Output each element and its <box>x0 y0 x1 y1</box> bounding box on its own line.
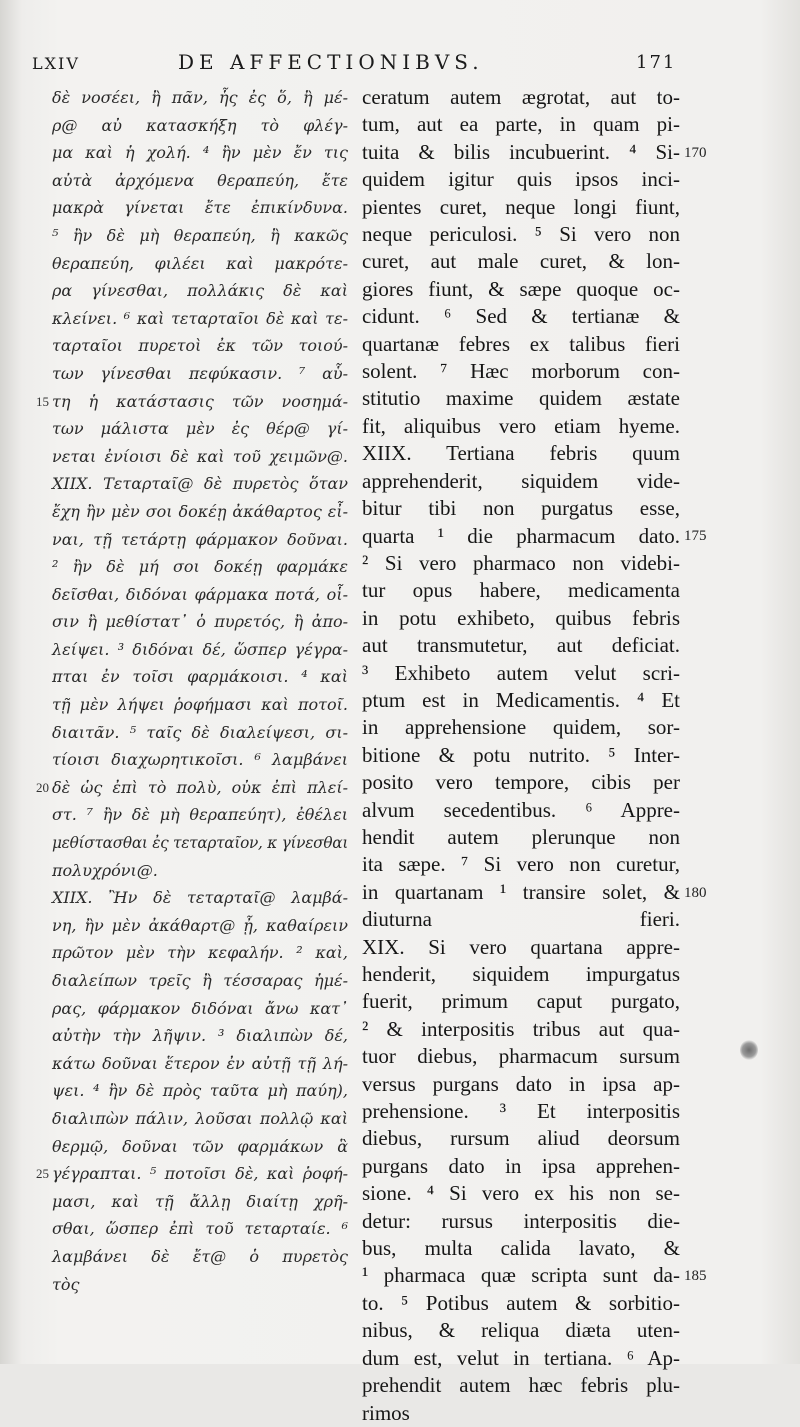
text-line: quartanæ febres ex talibus fieri <box>362 331 680 356</box>
text-line: πολυχρόνι@. <box>52 860 158 880</box>
text-line: purgans dato in ipsa apprehen- <box>362 1153 680 1178</box>
text-line: τῇ μὲν λήψει ῥοφήμασι καὶ ποτοῖ. <box>52 695 348 715</box>
text-line: cidunt. ⁶ Sed & tertianæ & <box>362 304 680 329</box>
text-line: ita sæpe. ⁷ Si vero non curetur, <box>362 852 680 877</box>
text-line: rimos <box>362 1400 410 1425</box>
text-line: των γίνεσθαι πεφύκασιν. ⁷ αὗ- <box>52 363 348 383</box>
text-line: ψει. ⁴ ἢν δὲ πρὸς ταῦτα μὴ παύη), <box>52 1081 348 1101</box>
text-line: XIIX. Τεταρταῖ@ δὲ πυρετὸς ὅταν <box>52 474 348 494</box>
text-line: prehendit autem hæc febris plu- <box>362 1373 680 1398</box>
text-line: πρῶτον μὲν τὴν κεφαλήν. ² καὶ, <box>52 943 348 963</box>
text-line: fit, aliquibus vero etiam hyeme. <box>362 413 680 438</box>
text-line: δεῖσθαι, διδόναι φάρμακα ποτά, οἷ- <box>52 584 348 604</box>
gutter-line-number: 25 <box>36 1166 49 1182</box>
text-line: στ. ⁷ ἢν δὲ μὴ θεραπεύητ), ἐθέλει <box>52 805 348 825</box>
text-line: ptum est in Medicamentis. ⁴ Et <box>362 687 680 712</box>
page-number: 171 <box>636 52 677 73</box>
text-line: διαιτᾶν. ⁵ ταῖς δὲ διαλείψεσι, σι- <box>52 722 348 742</box>
text-line: bitur tibi non purgatus esse, <box>362 496 680 521</box>
running-title: DE AFFECTIONIBVS. <box>178 50 484 74</box>
text-line: γέγραπται. ⁵ ποτοῖσι δὲ, καὶ ῥοφή- <box>52 1164 348 1184</box>
text-line: aut transmutetur, aut deficiat. <box>362 633 680 658</box>
text-line: solent. ⁷ Hæc morborum con- <box>362 359 680 384</box>
text-line: in quartanam ¹ transire solet, & <box>362 879 680 904</box>
text-line: neque periculosi. ⁵ Si vero non <box>362 222 680 247</box>
text-line: αὐτὴν τὴν λῆψιν. ³ διαλιπὼν δέ, <box>52 1026 348 1046</box>
text-line: των μάλιστα μὲν ἐς θέρ@ γί- <box>52 419 348 439</box>
text-line: ⁵ ἢν δὲ μὴ θεραπεύη, ἢ κακῶς <box>52 225 348 245</box>
text-line: dum est, velut in tertiana. ⁶ Ap- <box>362 1345 680 1370</box>
text-line: κλείνει. ⁶ καὶ τεταρταῖοι δὲ καὶ τε- <box>52 308 348 328</box>
text-line: henderit, siquidem impurgatus <box>362 962 680 986</box>
gutter-line-number: 15 <box>36 393 49 409</box>
text-line: bitione & potu nutrito. ⁵ Inter- <box>362 742 680 767</box>
margin-line-number: 170 <box>684 144 707 161</box>
text-line: τὸς <box>52 1274 80 1294</box>
text-line: σιν ἢ μεθίστατ᾽ ὁ πυρετός, ἢ ἀπο- <box>52 612 348 632</box>
text-line: XIIX. Tertiana febris quum <box>362 441 680 466</box>
text-line: λαμβάνει δὲ ἔτ@ ὁ πυρετὸς <box>52 1246 348 1266</box>
text-line: tum, aut ea parte, in quam pi- <box>362 112 680 137</box>
text-line: ρ@ αὐ κατασκήξη τὸ φλέγ- <box>52 115 348 135</box>
text-line: pientes curet, neque longi fiunt, <box>362 194 680 219</box>
text-line: λείψει. ³ διδόναι δέ, ὥσπερ γέγρα- <box>52 639 348 659</box>
text-line: ἔχη ἢν μὲν σοι δοκέῃ ἀκάθαρτος εἶ- <box>52 501 348 521</box>
text-line: curet, aut male curet, & lon- <box>362 249 680 274</box>
text-line: σθαι, ὥσπερ ἐπὶ τοῦ τεταρταίε. ⁶ <box>52 1219 348 1239</box>
text-line: μεθίστασθαι ἐς τεταρταῖον, κ γίνεσθαι <box>52 833 349 853</box>
margin-line-number: 175 <box>684 528 707 545</box>
text-line: in potu exhibeto, quibus febris <box>362 605 680 630</box>
text-line: ² Si vero pharmaco non videbi- <box>362 550 680 575</box>
running-header <box>0 50 800 80</box>
text-line: δὲ νοσέει, ἢ πᾶν, ἧς ἐς ὅ, ἢ μέ- <box>52 88 348 107</box>
greek-text-column <box>52 84 348 1298</box>
text-line: τη ἡ κατάστασις τῶν νοσημά- <box>52 391 348 411</box>
text-line: ναι, τῇ τετάρτῃ φάρμακον δοῦναι. <box>52 529 348 549</box>
text-line: bus, multa calida lavato, & <box>362 1236 680 1261</box>
text-line: quarta ¹ die pharmacum dato. <box>362 523 680 548</box>
gutter-line-number: 20 <box>36 780 49 795</box>
text-line: θεραπεύη, φιλέει καὶ μακρότε- <box>52 253 348 273</box>
text-line: διαλείπων τρεῖς ἢ τέσσαρας ἡμέ- <box>52 971 348 990</box>
text-line: διαλιπὼν πάλιν, λοῦσαι πολλῷ καὶ <box>52 1108 348 1128</box>
text-line: tur opus habere, medicamenta <box>362 578 680 603</box>
text-line: πται ἐν τοῖσι φαρμάκοισι. ⁴ καὶ <box>52 667 348 687</box>
text-line: nibus, & reliqua diæta uten- <box>362 1318 680 1343</box>
text-line: quidem igitur quis ipsos inci- <box>362 167 680 192</box>
text-line: ρας, φάρμακον διδόναι ἄνω κατ᾽ <box>52 998 348 1018</box>
text-line: to. ⁵ Potibus autem & sorbitio- <box>362 1290 680 1315</box>
text-line: νεται ἐνίοισι δὲ καὶ τοῦ χειμῶν@. <box>52 446 348 466</box>
text-line: in apprehensione quidem, sor- <box>362 715 680 740</box>
text-line: ¹ pharmaca quæ scripta sunt da- <box>362 1263 680 1288</box>
text-line: ceratum autem ægrotat, aut to- <box>362 85 680 109</box>
text-line: ² ἢν δὲ μή σοι δοκέῃ φαρμάκε <box>52 557 348 577</box>
text-line: ρα γίνεσθαι, πολλάκις δὲ καὶ <box>52 281 348 301</box>
text-line: XIX. Si vero quartana appre- <box>362 934 680 959</box>
text-line: detur: rursus interpositis die- <box>362 1208 680 1233</box>
text-line: μα καὶ ἡ χολή. ⁴ ἢν μὲν ἔν τις <box>52 143 348 163</box>
text-line: αὐτὰ ἀρχόμενα θεραπεύη, ἔτε <box>52 170 348 190</box>
margin-line-number: 180 <box>684 884 707 901</box>
text-line: hendit autem plerunque non <box>362 824 680 849</box>
margin-line-number: 185 <box>684 1268 707 1285</box>
text-line: ² & interpositis tribus aut qua- <box>362 1016 680 1041</box>
signature-mark: LXIV <box>32 54 80 73</box>
text-line: δὲ ὡς ἐπὶ τὸ πολὺ, οὐκ ἐπὶ πλεί- <box>52 777 348 797</box>
text-line: giores fiunt, & sæpe quoque oc- <box>362 276 680 301</box>
text-line: ταρταῖοι πυρετοὶ ἐκ τῶν τοιού- <box>52 336 348 356</box>
text-line: sione. ⁴ Si vero ex his non se- <box>362 1181 680 1206</box>
latin-text-column <box>362 84 680 1427</box>
text-line: apprehenderit, siquidem vide- <box>362 468 680 493</box>
text-line: tuor diebus, pharmacum sursum <box>362 1044 680 1069</box>
ink-smudge <box>740 1040 758 1060</box>
text-line: κάτω δοῦναι ἕτερον ἐν αὐτῇ τῇ λή- <box>52 1053 348 1073</box>
text-line: stitutio maxime quidem æstate <box>362 386 680 411</box>
text-line: alvum secedentibus. ⁶ Appre- <box>362 797 680 822</box>
text-line: posito vero tempore, cibis per <box>362 770 680 795</box>
text-line: XIIX. Ἢν δὲ τεταρταῖ@ λαμβά- <box>52 888 348 908</box>
text-line: νη, ἢν μὲν ἀκάθαρτ@ ᾖ, καθαίρειν <box>52 915 348 935</box>
text-line: fuerit, primum caput purgato, <box>362 989 680 1014</box>
text-line: ³ Exhibeto autem velut scri- <box>362 660 680 685</box>
text-line: tuita & bilis incubuerint. ⁴ Si- <box>362 139 680 164</box>
text-line: μασι, καὶ τῇ ἄλλῃ διαίτῃ χρῆ- <box>52 1191 348 1211</box>
text-line: θερμῷ, δοῦναι τῶν φαρμάκων ἃ <box>52 1136 348 1156</box>
text-line: diuturna fieri. <box>362 907 680 932</box>
text-line: μακρὰ γίνεται ἔτε ἐπικίνδυνα. <box>52 198 348 218</box>
text-line: versus purgans dato in ipsa ap- <box>362 1071 680 1096</box>
text-line: diebus, rursum aliud deorsum <box>362 1126 680 1151</box>
text-line: prehensione. ³ Et interpositis <box>362 1099 680 1124</box>
text-line: τίοισι διαχωρητικοῖσι. ⁶ λαμβάνει <box>52 750 348 770</box>
